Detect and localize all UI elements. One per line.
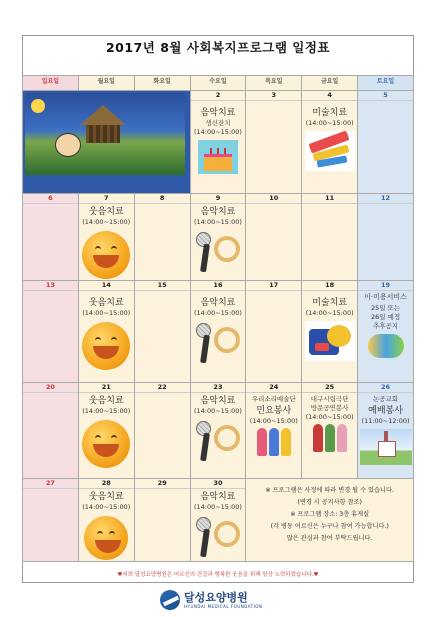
smiley-icon [82,231,130,279]
hospital-logo-icon [160,590,180,610]
program-time: (14:00~15:00) [193,309,242,317]
day-cell-20[interactable] [23,383,79,479]
day-cell-14[interactable] [78,281,134,383]
program-title: 웃음치료 [88,492,124,502]
paint-palette-icon [305,321,355,361]
day-cell-16[interactable] [190,281,246,383]
program-time: (14:00~15:00) [305,119,354,127]
birthday-cake-icon [198,140,238,174]
day-cell-2[interactable] [190,91,246,194]
day-cell-28[interactable] [78,479,134,562]
weekday-sun: 일요일 [23,76,79,91]
day-number: 29 [135,479,190,489]
day-cell-10[interactable] [246,194,302,281]
day-number: 3 [246,91,301,101]
program-title: 웃음치료 [88,207,124,217]
worship-title: 예배봉사 [368,406,403,416]
day-number: 12 [358,194,413,204]
microphone-tambourine-icon [192,321,244,365]
hospital-logo [160,587,262,613]
day-number: 7 [79,194,134,204]
hanbok-dancers-icon [246,428,301,456]
note-line-4: (각 병동 어르신은 누구나 참여 가능합니다.) [270,523,389,530]
week-row-1 [23,91,414,194]
beauty-note-2: 26일 예정 [370,313,401,321]
day-cell-9[interactable] [190,194,246,281]
day-cell-7[interactable] [78,194,134,281]
program-time: (14:00~15:00) [193,218,242,226]
day-number: 10 [246,194,301,204]
day-cell-5[interactable] [358,91,414,194]
program-title: 미술치료 [312,108,348,118]
day-number: 22 [135,383,190,393]
day-cell-6[interactable] [23,194,79,281]
microphone-tambourine-icon [192,419,244,463]
day-cell-30[interactable] [190,479,246,562]
photo-cell [23,91,191,194]
day-cell-18[interactable] [302,281,358,383]
day-number: 14 [79,281,134,291]
weekday-sat: 토요일 [358,76,414,91]
day-number: 25 [302,383,357,393]
day-cell-12[interactable] [358,194,414,281]
week-row-4 [23,383,414,479]
church-icon [360,429,412,465]
day-number: 2 [191,91,246,101]
open-sign-icon [368,334,404,358]
microphone-tambourine-icon [192,515,244,559]
program-time: (14:00~15:00) [193,407,242,415]
day-number: 30 [191,479,246,489]
character-face-icon [55,133,81,157]
weekday-wed: 수요일 [190,76,246,91]
day-cell-19[interactable] [358,281,414,383]
banner-photo [25,93,185,175]
day-cell-27[interactable] [23,479,79,562]
smiley-icon [82,420,130,468]
day-cell-25[interactable] [302,383,358,479]
folk-title: 민요봉사 [256,406,292,416]
day-number: 5 [358,91,413,101]
day-number: 27 [23,479,78,489]
weekday-header-row [23,76,414,91]
smiley-icon [82,322,130,370]
program-title: 미술치료 [312,298,348,308]
note-line-2: (변경 시 공지사항 참조) [297,499,362,506]
day-number: 16 [191,281,246,291]
day-number: 8 [135,194,190,204]
program-title: 웃음치료 [88,396,124,406]
program-time: (11:00~12:00) [361,417,410,425]
weekday-fri: 금요일 [302,76,358,91]
day-number: 17 [246,281,301,291]
beauty-note-3: 추후공지 [372,322,399,330]
day-number: 28 [79,479,134,489]
moon-icon [31,99,45,113]
pavilion-roof-icon [80,105,126,125]
program-title: 음악치료 [200,492,236,502]
program-time: (14:00~15:00) [193,128,242,136]
day-number: 15 [135,281,190,291]
program-time: (14:00~15:00) [82,309,131,317]
day-number: 20 [23,383,78,393]
program-time: (14:00~15:00) [305,309,354,317]
day-number: 26 [358,383,413,393]
day-number: 23 [191,383,246,393]
program-title: 음악치료 [200,298,236,308]
program-title: 음악치료 [200,108,236,118]
art-supplies-icon [305,131,355,171]
notes-block [246,485,413,545]
program-time: (14:00~15:00) [82,218,131,226]
smiley-icon [84,516,128,560]
hospital-foundation: HYUNDAI MEDICAL FOUNDATION [184,603,263,609]
hospital-name: 달성요양병원 [184,590,248,604]
day-cell-8[interactable] [134,194,190,281]
day-cell-23[interactable] [190,383,246,479]
pavilion-icon [86,125,120,143]
folk-org: 우리소리예술단 [251,395,296,403]
day-number: 4 [302,91,357,101]
church-name: 논공교회 [372,395,399,403]
day-number: 21 [79,383,134,393]
program-time: (14:00~15:00) [193,503,242,511]
program-time: (14:00~15:00) [82,407,131,415]
week-row-2 [23,194,414,281]
note-line-5: 많은 관심과 참여 부탁드립니다. [286,535,373,542]
calendar-table [22,75,414,562]
day-cell-15[interactable] [134,281,190,383]
program-time: (14:00~15:00) [305,413,354,421]
day-number: 19 [358,281,413,291]
beauty-service-title: 이·미용서비스 [364,293,407,301]
day-cell-26[interactable] [358,383,414,479]
program-time: (14:00~15:00) [82,503,131,511]
weekday-tue: 화요일 [134,76,190,91]
day-number: 11 [302,194,357,204]
day-number: 18 [302,281,357,291]
week-row-5 [23,479,414,562]
program-title: 웃음치료 [88,298,124,308]
day-cell-13[interactable] [23,281,79,383]
day-cell-22[interactable] [134,383,190,479]
program-subtitle: 생신잔치 [205,119,231,127]
microphone-tambourine-icon [192,230,244,274]
day-cell-21[interactable] [78,383,134,479]
week-row-3 [23,281,414,383]
program-time: (14:00~15:00) [249,417,298,425]
day-number: 6 [23,194,78,204]
page-title: 2017년 8월 사회복지프로그램 일정표 [105,40,331,55]
visit-title: 방문공연봉사 [310,404,349,412]
day-cell-24[interactable] [246,383,302,479]
weekday-mon: 월요일 [78,76,134,91]
day-cell-4[interactable] [302,91,358,194]
program-title: 음악치료 [200,396,236,406]
weekday-thu: 목요일 [246,76,302,91]
notes-cell [246,479,414,562]
day-cell-17[interactable] [246,281,302,383]
day-cell-29[interactable] [134,479,190,562]
day-cell-3[interactable] [246,91,302,194]
visit-org: 대구시립극단 [310,395,349,403]
day-number: 24 [246,383,301,393]
beauty-note-1: 25일 또는 [370,304,401,312]
note-line-3: ※ 프로그램 장소: 3층 휴게실 [290,511,370,518]
day-number: 9 [191,194,246,204]
day-cell-11[interactable] [302,194,358,281]
day-number: 13 [23,281,78,291]
program-title: 음악치료 [200,207,236,217]
footer-message: ♥저희 달성요양병원은 어르신의 건강과 행복한 웃음을 위해 항상 노력하겠습니다.♥ [117,572,319,578]
performers-icon [302,424,357,452]
note-line-1: ※ 프로그램은 사정에 따라 변경 될 수 있습니다. [265,487,394,494]
